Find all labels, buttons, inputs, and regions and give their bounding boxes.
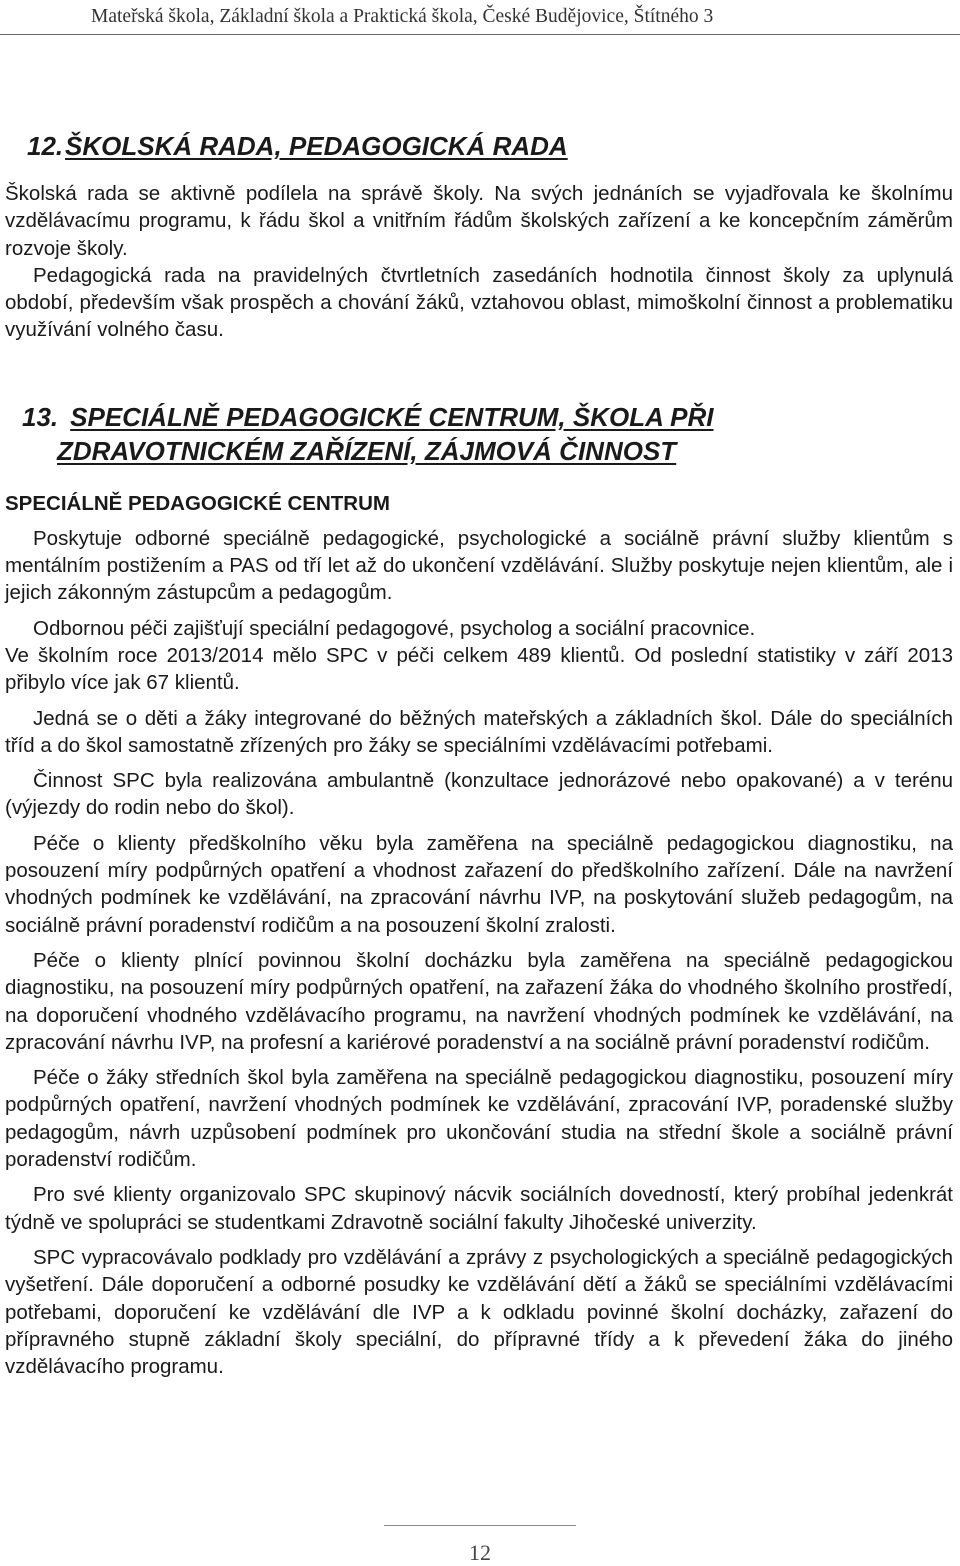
paragraph-statistics: Ve školním roce 2013/2014 mělo SPC v péči celkem 489 klientů. Od poslední statistiky v září 2013 přibylo více jak 67 klientů. — [5, 643, 953, 695]
section-13-heading — [5, 400, 953, 468]
subheading-spc: SPECIÁLNĚ PEDAGOGICKÉ CENTRUM — [5, 491, 390, 515]
paragraph-preschool-care: Péče o klienty předškolního věku byla zaměřena na speciálně pedagogickou diagnostiku, na posouzení míry podpůrných opatření a vhodnost zařazení do předškolního zařízení. Dále na navržení vhodných podmínek ke vzdělávání, na zpracování návrhu IVP, na poskytování služeb pedagogům, na sociálně právní poradenství rodičům a na posouzení školní zralosti. — [5, 831, 953, 937]
section-13-title-line2: ZDRAVOTNICKÉM ZAŘÍZENÍ, ZÁJMOVÁ ČINNOST — [57, 435, 677, 466]
section-13-number: 13. — [22, 401, 59, 432]
paragraph-staff: Odbornou péči zajišťují speciální pedagogové, psycholog a sociální pracovnice. — [33, 616, 756, 640]
footer-rule — [384, 1525, 576, 1526]
section-13-title-line1: SPECIÁLNĚ PEDAGOGICKÉ CENTRUM, ŠKOLA PŘI — [70, 401, 714, 432]
page-number: 12 — [469, 1540, 491, 1565]
paragraph-reports: SPC vypracovávalo podklady pro vzdělávání a zprávy z psychologických a speciálně pedagogických vyšetření. Dále doporučení a odborné posudky ke vzdělávání dětí a žáků se speciálními vzdělávacími potřebami, doporučení ke vzdělávání dle IVP a k odkladu povinné školní docházky, zařazení do přípravného stupně základní školy speciální, do přípravné třídy a k převedení žáka do jiného vzdělávacího programu. — [5, 1245, 953, 1379]
paragraph-integration: Jedná se o děti a žáky integrované do běžných mateřských a základních škol. Dále do speciálních tříd a do škol samostatně zřízených pro žáky se speciálními vzdělávacími potřebami. — [5, 706, 953, 757]
paragraph-social-skills: Pro své klienty organizovalo SPC skupinový nácvik sociálních dovedností, který probíhal jedenkrát týdně ve spolupráci se studentkami Zdravotně sociální fakulty Jihočeské univerzity. — [5, 1183, 953, 1234]
section-12-heading — [5, 129, 953, 163]
paragraph-activity: Činnost SPC byla realizována ambulantně (konzultace jednorázové nebo opakované) a v terénu (výjezdy do rodin nebo do škol). — [5, 769, 953, 820]
section-12-title: ŠKOLSKÁ RADA, PEDAGOGICKÁ RADA — [65, 131, 568, 161]
paragraph-school-board: Školská rada se aktivně podílela na správě školy. Na svých jednáních se vyjadřovala ke školnímu vzdělávacímu programu, k řádu škol a vnitřním řádům školských zařízení a ke koncepčním záměrům rozvoje školy. — [5, 182, 953, 260]
paragraph-secondary-care: Péče o žáky středních škol byla zaměřena na speciálně pedagogickou diagnostiku, posouzení míry podpůrných opatření, navržení vhodných podmínek ke vzdělávání, zpracování IVP, poradenské služby pedagogům, návrh uzpůsobení podmínek pro ukončování studia na střední škole a sociálně právní poradenství rodičům. — [5, 1066, 953, 1172]
paragraph-services: Poskytuje odborné speciálně pedagogické, psychologické a sociálně právní služby klientům s mentálním postižením a PAS od tří let až do ukončení vzdělávání. Služby poskytuje nejen klientům, ale i jejich zákonným zástupcům a pedagogům. — [5, 526, 953, 605]
section-12-number: 12. — [27, 131, 64, 161]
paragraph-compulsory-care: Péče o klienty plnící povinnou školní docházku byla zaměřena na speciálně pedagogickou diagnostiku, na posouzení míry podpůrných opatření, na zařazení žáka do vhodného školního prostředí, na doporučení vhodného vzdělávacího programu, na navržení vhodných podmínek ke vzdělávání, na zpracování návrhu IVP, na profesní a kariérové poradenství a na sociálně právní poradenství rodičům. — [5, 948, 953, 1054]
header-title: Mateřská škola, Základní škola a Praktická škola, České Budějovice, Štítného 3 — [91, 6, 714, 27]
page-content — [5, 110, 953, 1380]
paragraph-pedagogical-board: Pedagogická rada na pravidelných čtvrtletních zasedáních hodnotila činnost školy za uplynulá období, především však prospěch a chování žáků, vztahovou oblast, mimoškolní činnost a problematiku využívání volného času. — [5, 263, 953, 342]
header-rule — [0, 34, 960, 35]
page-header — [0, 0, 960, 34]
